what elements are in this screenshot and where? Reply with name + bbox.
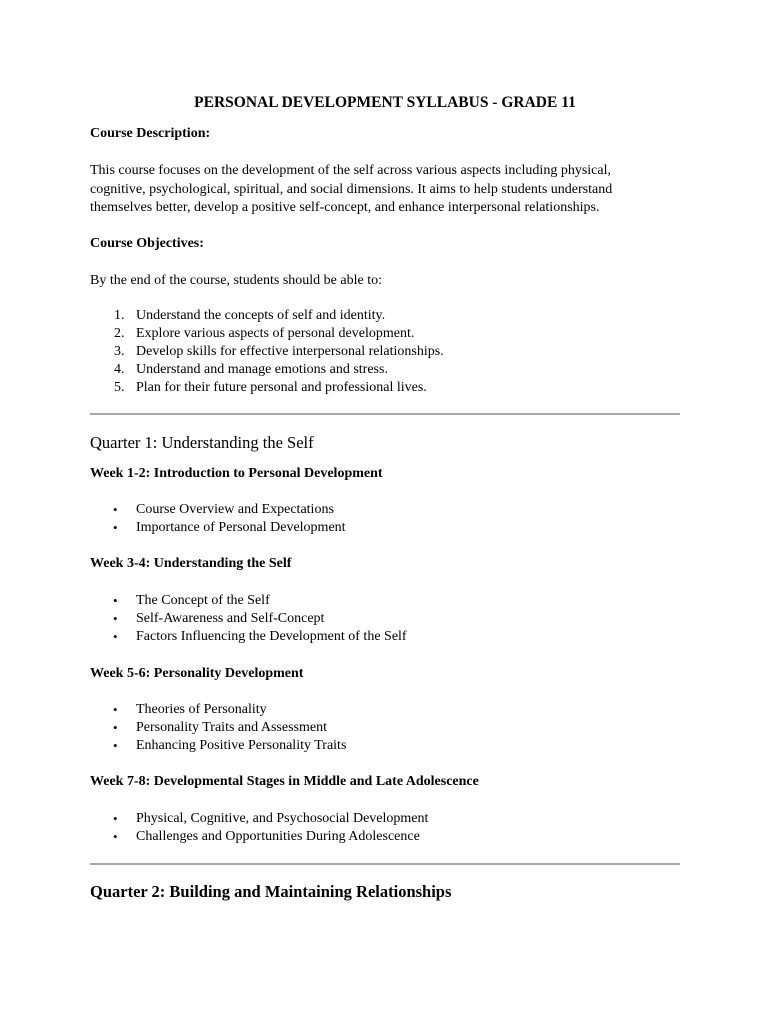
week-topics-list [90,701,346,756]
course-description-line: cognitive, psychological, spiritual, and social dimensions. It aims to help students understand [90,181,613,197]
topic-item: • Personality Traits and Assessment [90,719,346,737]
objective-number: 2. [114,326,125,341]
objective-number: 4. [114,362,125,377]
objectives-list [90,307,444,397]
topic-item: • Course Overview and Expectations [90,501,346,519]
week-heading: Week 7-8: Developmental Stages in Middle and Late Adolescence [90,774,479,789]
course-objectives-heading: Course Objectives: [90,236,204,251]
objective-number: 1. [114,308,125,323]
topic-item: • Self-Awareness and Self-Concept [90,610,407,628]
course-description-line: themselves better, develop a positive self-concept, and enhance interpersonal relationships. [90,200,600,215]
objective-item [90,379,444,397]
objective-text: Understand the concepts of self and identity. [136,308,386,323]
course-description-text [90,162,680,218]
topic-item: • Challenges and Opportunities During Adolescence [90,828,428,846]
topic-item: • Enhancing Positive Personality Traits [90,737,346,755]
week-topics-list [90,810,428,846]
topic-item: • The Concept of the Self [90,592,407,610]
course-description-heading: Course Description: [90,126,211,141]
section-divider [90,413,680,415]
week-heading: Week 5-6: Personality Development [90,666,304,681]
objective-item [90,343,444,361]
objective-item [90,361,444,379]
section-divider [90,863,680,865]
week-topics-list [90,592,407,647]
document-title: PERSONAL DEVELOPMENT SYLLABUS - GRADE 11 [194,94,576,111]
objective-text: Plan for their future personal and professional lives. [136,380,427,395]
quarter-2-title: Quarter 2: Building and Maintaining Relationships [90,882,452,901]
objective-item [90,307,444,325]
week-heading: Week 1-2: Introduction to Personal Development [90,466,383,481]
week-topics-list [90,501,346,537]
objective-text: Explore various aspects of personal development. [136,326,415,341]
objective-number: 5. [114,380,125,395]
objective-number: 3. [114,344,125,359]
topic-item: • Physical, Cognitive, and Psychosocial Development [90,810,428,828]
objective-text: Understand and manage emotions and stress. [136,362,388,377]
week-heading: Week 3-4: Understanding the Self [90,556,292,571]
objective-item [90,325,444,343]
objective-text: Develop skills for effective interpersonal relationships. [136,344,444,359]
topic-item: • Importance of Personal Development [90,519,346,537]
topic-item: • Theories of Personality [90,701,346,719]
course-objectives-intro: By the end of the course, students should be able to: [90,273,382,288]
course-description-line: This course focuses on the development of the self across various aspects including physical, [90,163,611,178]
topic-item: • Factors Influencing the Development of the Self [90,628,407,646]
quarter-1-title: Quarter 1: Understanding the Self [90,433,314,452]
